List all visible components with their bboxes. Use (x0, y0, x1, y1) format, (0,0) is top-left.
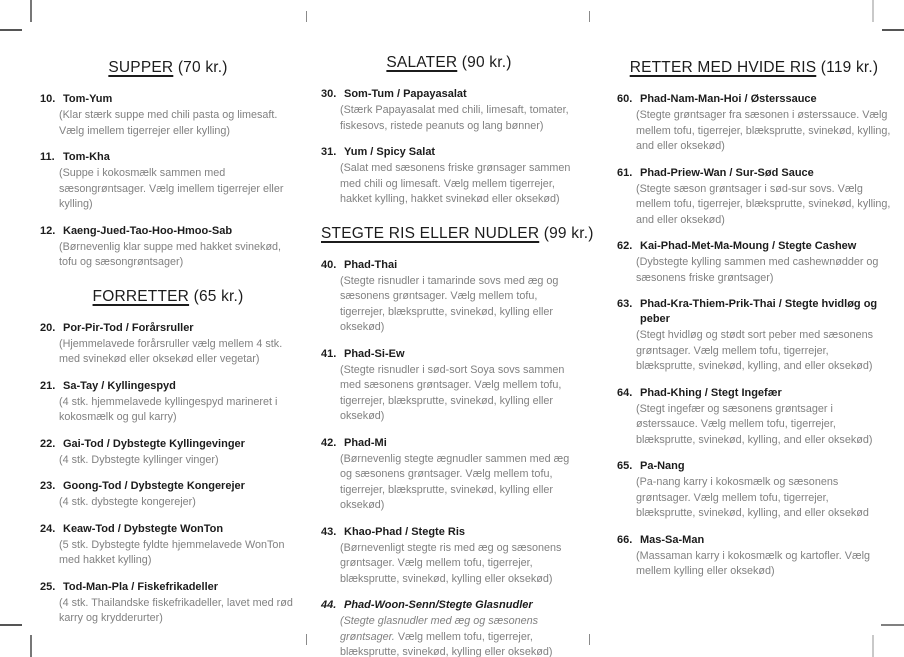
item-title-row (617, 297, 891, 327)
crop-mark-bottom-left-vertical (30, 635, 32, 657)
menu-column-2 (321, 53, 594, 657)
fold-mark-bottom-left (306, 634, 307, 645)
item-number: 62. (617, 240, 633, 252)
menu-item-43 (321, 525, 577, 588)
item-number: 66. (617, 533, 633, 546)
crop-mark-top-left-vertical (30, 0, 32, 22)
item-title-row (40, 224, 296, 239)
menu-item-60 (617, 92, 891, 155)
section-heading-price: (99 kr.) (543, 224, 594, 242)
menu-item-44 (321, 598, 577, 657)
item-title: Goong-Tod / Dybstegte Kongerejer (63, 480, 245, 492)
item-title-row (40, 379, 296, 394)
item-title-row (617, 386, 891, 401)
item-title: Gai-Tod / Dybstegte Kyllingevinger (63, 437, 245, 450)
section-heading-price: (65 kr.) (193, 287, 244, 305)
item-description: (Stegte risnudler i sød-sort Soya sovs sammen med sæsonens grøntsager. Vælg mellem tofu, tigerrejer, blæksprutte, svinekød, kylling eller oksekød) (340, 363, 565, 422)
item-title: Por-Pir-Tod / Forårsruller (63, 321, 194, 334)
item-title: Sa-Tay / Kyllingespyd (63, 379, 176, 392)
menu-item-25 (40, 580, 296, 627)
item-description: (Stegt ingefær og sæsonens grøntsager i østerssauce. Vælg mellem tofu, tigerrejer, blæksprutte, svinekød, kylling, and eller oksekød) (636, 402, 873, 446)
item-title: Tod-Man-Pla / Fiskefrikadeller (63, 580, 219, 593)
item-description: (Stegt hvidløg og stødt sort peber med sæsonens grøntsager. Vælg mellem tofu, tigerrejer, blæksprutte, svinekød, kylling, and eller oksekød) (636, 329, 874, 372)
item-title-row (617, 239, 891, 254)
section-heading-price: (70 kr.) (177, 59, 228, 76)
crop-mark-top-left-horizontal (0, 29, 22, 31)
menu-item-63 (617, 297, 891, 375)
menu-column-1 (40, 58, 296, 638)
item-description: (4 stk. hjemmelavede kyllingespyd marineret i kokosmælk og gul karry) (59, 395, 278, 423)
fold-mark-bottom-right (589, 634, 590, 645)
menu-item-20 (40, 321, 296, 368)
menu-item-66 (617, 533, 891, 580)
item-description (321, 614, 577, 657)
menu-item-65 (617, 459, 891, 522)
item-number: 22. (40, 437, 56, 450)
item-number: 23. (40, 480, 56, 492)
item-number: 30. (321, 88, 337, 100)
menu-item-12 (40, 224, 296, 271)
item-title-row (40, 150, 296, 165)
item-description-italic-part: (Stegte glasnudler med æg og sæsonens grøntsager. (340, 615, 539, 643)
item-description: (5 stk. Dybstegte fyldte hjemmelavede WonTon med hakket kylling) (59, 538, 285, 566)
item-title: Tom-Yum (63, 93, 113, 105)
item-number: 44. (321, 599, 337, 611)
item-number: 63. (617, 298, 633, 310)
fold-mark-top-right (589, 11, 590, 22)
menu-item-40 (321, 258, 577, 336)
item-title: Phad-Kra-Thiem-Prik-Thai / Stegte hvidløg og peber (640, 298, 878, 325)
item-description: (Stegte sæson grøntsager i sød-sur sovs. Vælg mellem tofu, tigerrejer, blæksprutte, svinekød, kylling, and eller oksekød) (636, 182, 891, 226)
item-title-row (40, 580, 296, 595)
menu-column-3 (617, 58, 891, 591)
item-title-row (321, 87, 577, 102)
menu-item-31 (321, 145, 577, 208)
menu-item-64 (617, 386, 891, 449)
item-description: (Dybstegte kylling sammen med cashewnødder og sæsonens friske grøntsager) (636, 256, 879, 284)
item-number: 24. (40, 522, 56, 535)
item-description: (Hjemmelavede forårsruller vælg mellem 4 stk. med svinekød eller oksekød eller vegetar) (59, 337, 283, 365)
item-title-row (40, 522, 296, 537)
item-number: 41. (321, 347, 337, 360)
item-description: (Stærk Papayasalat med chili, limesaft, tomater, fiskesovs, ristede peanuts og lang bønner) (340, 104, 569, 132)
menu-item-23 (40, 479, 296, 511)
item-title-row (321, 347, 577, 362)
item-title: Som-Tum / Papayasalat (344, 88, 467, 100)
crop-mark-top-right-horizontal (882, 29, 904, 31)
menu-item-62 (617, 239, 891, 286)
item-title: Phad-Si-Ew (344, 347, 405, 360)
item-title-row (40, 437, 296, 452)
section-heading-name: RETTER MED HVIDE RIS (629, 59, 817, 76)
item-title: Keaw-Tod / Dybstegte WonTon (63, 522, 224, 535)
item-title-row (617, 459, 891, 474)
section-heading-forretter (40, 287, 296, 307)
item-title: Yum / Spicy Salat (344, 146, 436, 158)
item-number: 11. (40, 151, 55, 163)
item-number: 21. (40, 379, 56, 392)
item-title: Phad-Khing / Stegt Ingefær (640, 386, 782, 399)
item-number: 31. (321, 146, 337, 158)
item-number: 60. (617, 93, 633, 105)
item-title: Phad-Woon-Senn/Stegte Glasnudler (344, 599, 533, 611)
item-title-row (40, 92, 296, 107)
item-description: (4 stk. Thailandske fiskefrikadeller, lavet med rød karry og krydderurter) (59, 596, 293, 624)
crop-mark-bottom-right-horizontal (881, 624, 904, 626)
item-title-row (617, 92, 891, 107)
section-heading-name: FORRETTER (92, 287, 190, 305)
crop-mark-top-right-vertical (872, 0, 874, 22)
item-number: 42. (321, 436, 337, 449)
item-number: 43. (321, 525, 337, 538)
item-title: Khao-Phad / Stegte Ris (344, 525, 466, 538)
menu-item-21 (40, 379, 296, 426)
item-title-row (40, 479, 296, 494)
item-description: (4 stk. Dybstegte kyllinger vinger) (59, 453, 219, 466)
menu-item-11 (40, 150, 296, 213)
item-title-row (321, 145, 577, 160)
item-number: 40. (321, 258, 337, 271)
item-number: 61. (617, 166, 633, 179)
menu-item-30 (321, 87, 577, 134)
item-description: (Stegte grøntsager fra sæsonen i østerssauce. Vælg mellem tofu, tigerrejer, blæksprutte, svinekød, kylling, and eller oksekød) (636, 109, 891, 152)
menu-item-42 (321, 436, 577, 514)
item-title: Phad-Priew-Wan / Sur-Sød Sauce (640, 166, 814, 179)
section-heading-name: SALATER (386, 54, 458, 71)
fold-mark-top-left (306, 11, 307, 22)
item-title-row (40, 321, 296, 336)
section-heading-price: (90 kr.) (461, 54, 512, 71)
item-number: 12. (40, 224, 56, 237)
menu-item-24 (40, 522, 296, 569)
item-title-row (321, 258, 577, 273)
item-description: (4 stk. dybstegte kongerejer) (59, 496, 196, 508)
item-number: 25. (40, 580, 56, 593)
item-number: 65. (617, 460, 633, 472)
section-heading-price: (119 kr.) (820, 59, 879, 76)
item-description: (Salat med sæsonens friske grønsager sammen med chili og limesaft. Vælg mellem tigerrejer, hakket kylling, hakket svinekød eller oksekød) (340, 162, 571, 205)
item-number: 10. (40, 93, 56, 105)
item-title: Kaeng-Jued-Tao-Hoo-Hmoo-Sab (63, 224, 233, 237)
crop-mark-bottom-right-vertical (872, 635, 874, 657)
item-title: Mas-Sa-Man (640, 533, 705, 546)
menu-item-22 (40, 437, 296, 469)
item-title-row (617, 166, 891, 181)
item-number: 64. (617, 386, 633, 399)
item-title-row (321, 598, 577, 613)
item-description: (Børnevenligt stegte ris med æg og sæsonens grøntsager. Vælg mellem tofu, tigerrejer, blæksprutte, svinekød, kylling eller oksekød) (340, 541, 562, 585)
item-title: Tom-Kha (63, 151, 110, 163)
menu-item-41 (321, 347, 577, 425)
item-description: (Børnevenlig klar suppe med hakket svinekød, tofu og sæsongrøntsager) (59, 240, 282, 268)
item-description: (Massaman karry i kokosmælk og kartofler. Vælg mellem kylling eller oksekød) (636, 549, 871, 577)
section-heading-retter-med-hvide-ris (617, 58, 891, 78)
item-description: (Suppe i kokosmælk sammen med sæsongrøntsager. Vælg imellem tigerrejer eller kylling) (59, 167, 284, 210)
item-title: Kai-Phad-Met-Ma-Moung / Stegte Cashew (640, 240, 857, 252)
section-heading-name: SUPPER (108, 59, 174, 76)
section-heading-salater (321, 53, 577, 73)
item-title-row (321, 525, 577, 540)
item-description-regular-part: Vælg mellem tofu, tigerrejer, blæksprutte, svinekød, kylling eller oksekød) (340, 630, 553, 657)
item-title: Phad-Thai (344, 258, 398, 271)
item-title: Phad-Mi (344, 436, 387, 449)
item-title-row (617, 533, 891, 548)
crop-mark-bottom-left-horizontal (0, 624, 22, 626)
item-description: (Klar stærk suppe med chili pasta og limesaft. Vælg imellem tigerrejer eller kylling) (59, 109, 278, 137)
section-heading-supper (40, 58, 296, 78)
item-title-row (321, 436, 577, 451)
section-heading-name: STEGTE RIS ELLER NUDLER (321, 224, 540, 242)
menu-item-61 (617, 166, 891, 229)
section-heading-stegte-ris-eller-nudler (321, 224, 594, 244)
item-description: (Børnevenlig stegte ægnudler sammen med æg og sæsonens grøntsager. Vælg mellem tofu, tigerrejer, blæksprutte, svinekød, kylling eller oksekød) (340, 452, 570, 511)
item-title: Pa-Nang (640, 460, 685, 472)
item-title: Phad-Nam-Man-Hoi / Østerssauce (640, 93, 817, 105)
item-description: (Stegte risnudler i tamarinde sovs med æg og sæsonens grøntsager. Vælg mellem tofu, tigerrejer, blæksprutte, svinekød, kylling eller oksekød) (340, 274, 559, 333)
menu-item-10 (40, 92, 296, 139)
item-number: 20. (40, 321, 56, 334)
item-description: (Pa-nang karry i kokosmælk og sæsonens grøntsager. Vælg mellem tofu, tigerrejer, blæksprutte, svinekød, kylling, and eller oksekød (636, 476, 869, 519)
